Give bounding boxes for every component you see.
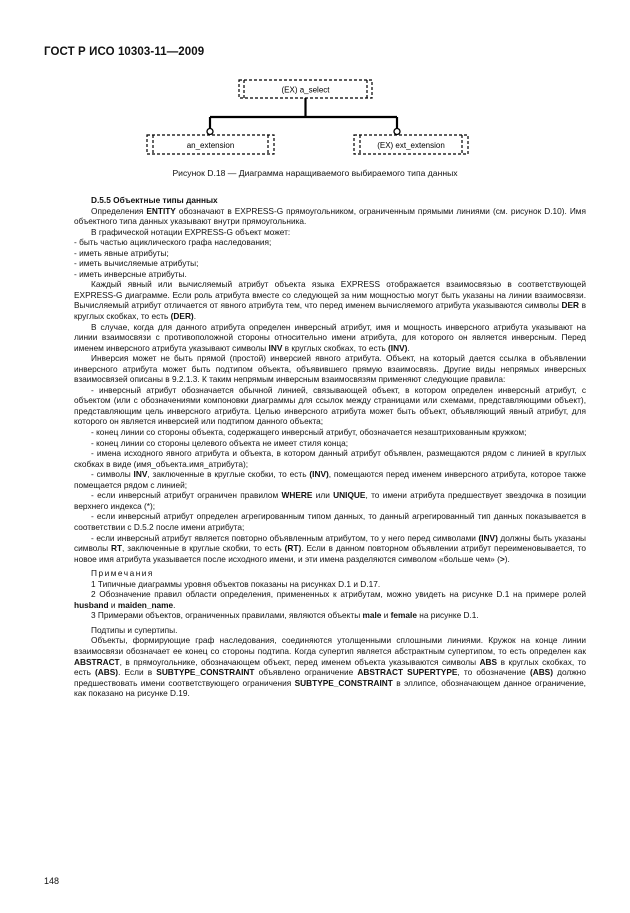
rule-item: - если инверсный атрибут определен агрегированным типом данных, то данный агрегированный тип данных показывается в соответствии с D.5.2 после имени атрибута; <box>74 511 586 532</box>
rule-item: - если инверсный атрибут ограничен правилом WHERE или UNIQUE, то имени атрибута предшествует звездочка в позиции верхнего индекса (*); <box>74 490 586 511</box>
rule-item: - инверсный атрибут обозначается обычной линией, связывающей объект, в котором определен инверсный атрибут, с объектом (или с обозначениями компоновки диаграммы для ссылок между страницами или схемами, представляющими объект), представляющим цель инверсного атрибута. Целью инверсного атрибута может быть объект, объявляющий явный атрибут, для которого он является инверсией или подтипом данного объекта; <box>74 384 586 427</box>
connector-lines <box>207 98 400 135</box>
right-extension-box <box>354 135 468 154</box>
paragraph-entity: Определения ENTITY обозначают в EXPRESS-G прямоугольником, ограниченным прямыми линиями (см. рисунок D.10). Имя объектного типа данных указывают внутри прямоугольника. <box>74 205 586 227</box>
note-item: 2 Обозначение правил области определения, примененных к атрибутам, можно увидеть на рисунке D.1 на примере ролей husband и maiden_name. <box>74 589 586 610</box>
list-item: - иметь вычисляемые атрибуты; <box>74 258 199 269</box>
sub-heading: Подтипы и супертипы. <box>91 624 178 635</box>
top-box-label: (EX) a_select <box>281 85 330 95</box>
section-heading: D.5.5 Объектные типы данных <box>91 195 218 205</box>
list-item: - иметь явные атрибуты; <box>74 247 169 258</box>
rule-item: - имена исходного явного атрибута и объекта, в котором данный атрибут объявлен, размещаются рядом с линией в круглых скобках в виде (имя_объекта.имя_атрибута); <box>74 448 586 469</box>
left-extension-box <box>147 135 274 154</box>
rule-item: - если инверсный атрибут является повторно объявленным атрибутом, то у него перед символами (INV) должны быть указаны символы RT, заключенные в круглые скобки, то есть (RT). Если в данном повторном объявлении атрибут переименовывается, то новое имя атрибута указывается после исходного имени, и эти имена разделяются символом «больше чем» (>). <box>74 532 587 564</box>
paragraph-indirect-inverse: Инверсия может не быть прямой (простой) инверсией явного атрибута. Объект, на который дается ссылка в объявлении инверсного атрибута может быть подтипом объекта, объявившего прямую взаимосвязь. Другие виды непрямых инверсных взаимосвязей описаны в 9.2.1.3. К таким непрямым инверсным взаимосвязям применяют следующие правила: <box>74 353 586 385</box>
rule-item: - конец линии со стороны объекта, содержащего инверсный атрибут, обозначается незаштрихованным кружком; <box>91 427 527 438</box>
list-item: - иметь инверсные атрибуты. <box>74 268 187 279</box>
paragraph-attributes: Каждый явный или вычисляемый атрибут объекта языка EXPRESS отображается взаимосвязью в соответствующей EXPRESS-G диаграмме. Если роль атрибута вместе со следующей за ним мощностью могут быть указаны на линии взаимосвязи. Вычисляемый атрибут отличается от явного атрибута тем, что перед именем вычисляемого атрибута указываются символы DER в круглых скобках, то есть (DER). <box>74 279 586 322</box>
subtype-circle-left <box>207 129 213 135</box>
paragraph-subtypes: Объекты, формирующие граф наследования, соединяются утолщенными сплошными линиями. Кружок на конце линии взаимосвязи обозначает ее конец со стороны подтипа. Когда супертип является абстрактным супертипом, то есть определен как ABSTRACT, в прямоугольнике, обозначающем объект, перед именем объекта указываются символы ABS в круглых скобках, то есть (ABS). Если в SUBTYPE_CONSTRAINT объявлено ограничение ABSTRACT SUPERTYPE, то обозначение (ABS) должно предшествовать имени соответствующего ограничения SUBTYPE_CONSTRAINT в эллипсе, обозначающем данное ограничение, как показано на рисунке D.19. <box>74 635 587 699</box>
rule-item: - символы INV, заключенные в круглые скобки, то есть (INV), помещаются перед именем инверсного атрибута, которое также помещается рядом с линией; <box>74 469 586 490</box>
left-box-label: an_extension <box>186 141 235 150</box>
paragraph-entity-may: В графической нотации EXPRESS-G объект может: <box>91 226 291 237</box>
page-number: 148 <box>44 876 60 886</box>
subtype-circle-right <box>394 129 400 135</box>
note-item: 1 Типичные диаграммы уровня объектов показаны на рисунках D.1 и D.17. <box>91 578 381 589</box>
list-item: - быть частью ациклического графа наследования; <box>74 237 272 248</box>
figure-caption: Рисунок D.18 — Диаграмма наращиваемого выбираемого типа данных <box>172 168 458 178</box>
body-text <box>74 195 586 699</box>
rule-item: - конец линии со стороны целевого объекта не имеет стиля конца; <box>91 437 349 448</box>
right-box-label: (EX) ext_extension <box>377 141 445 150</box>
notes-title: Примечания <box>91 568 154 579</box>
document-header: ГОСТ Р ИСО 10303-11—2009 <box>44 46 205 58</box>
top-select-box <box>239 80 372 98</box>
note-item: 3 Примерами объектов, ограниченных правилами, являются объекты male и female на рисунке D.1. <box>91 610 479 621</box>
paragraph-inverse: В случае, когда для данного атрибута определен инверсный атрибут, имя и мощность инверсного атрибута указывают на линии взаимосвязи с противоположной стороны относительно имени атрибута, для которого он является инверсным. Перед именем инверсного атрибута указывают символы INV в круглых скобках, то есть (INV). <box>74 321 586 353</box>
